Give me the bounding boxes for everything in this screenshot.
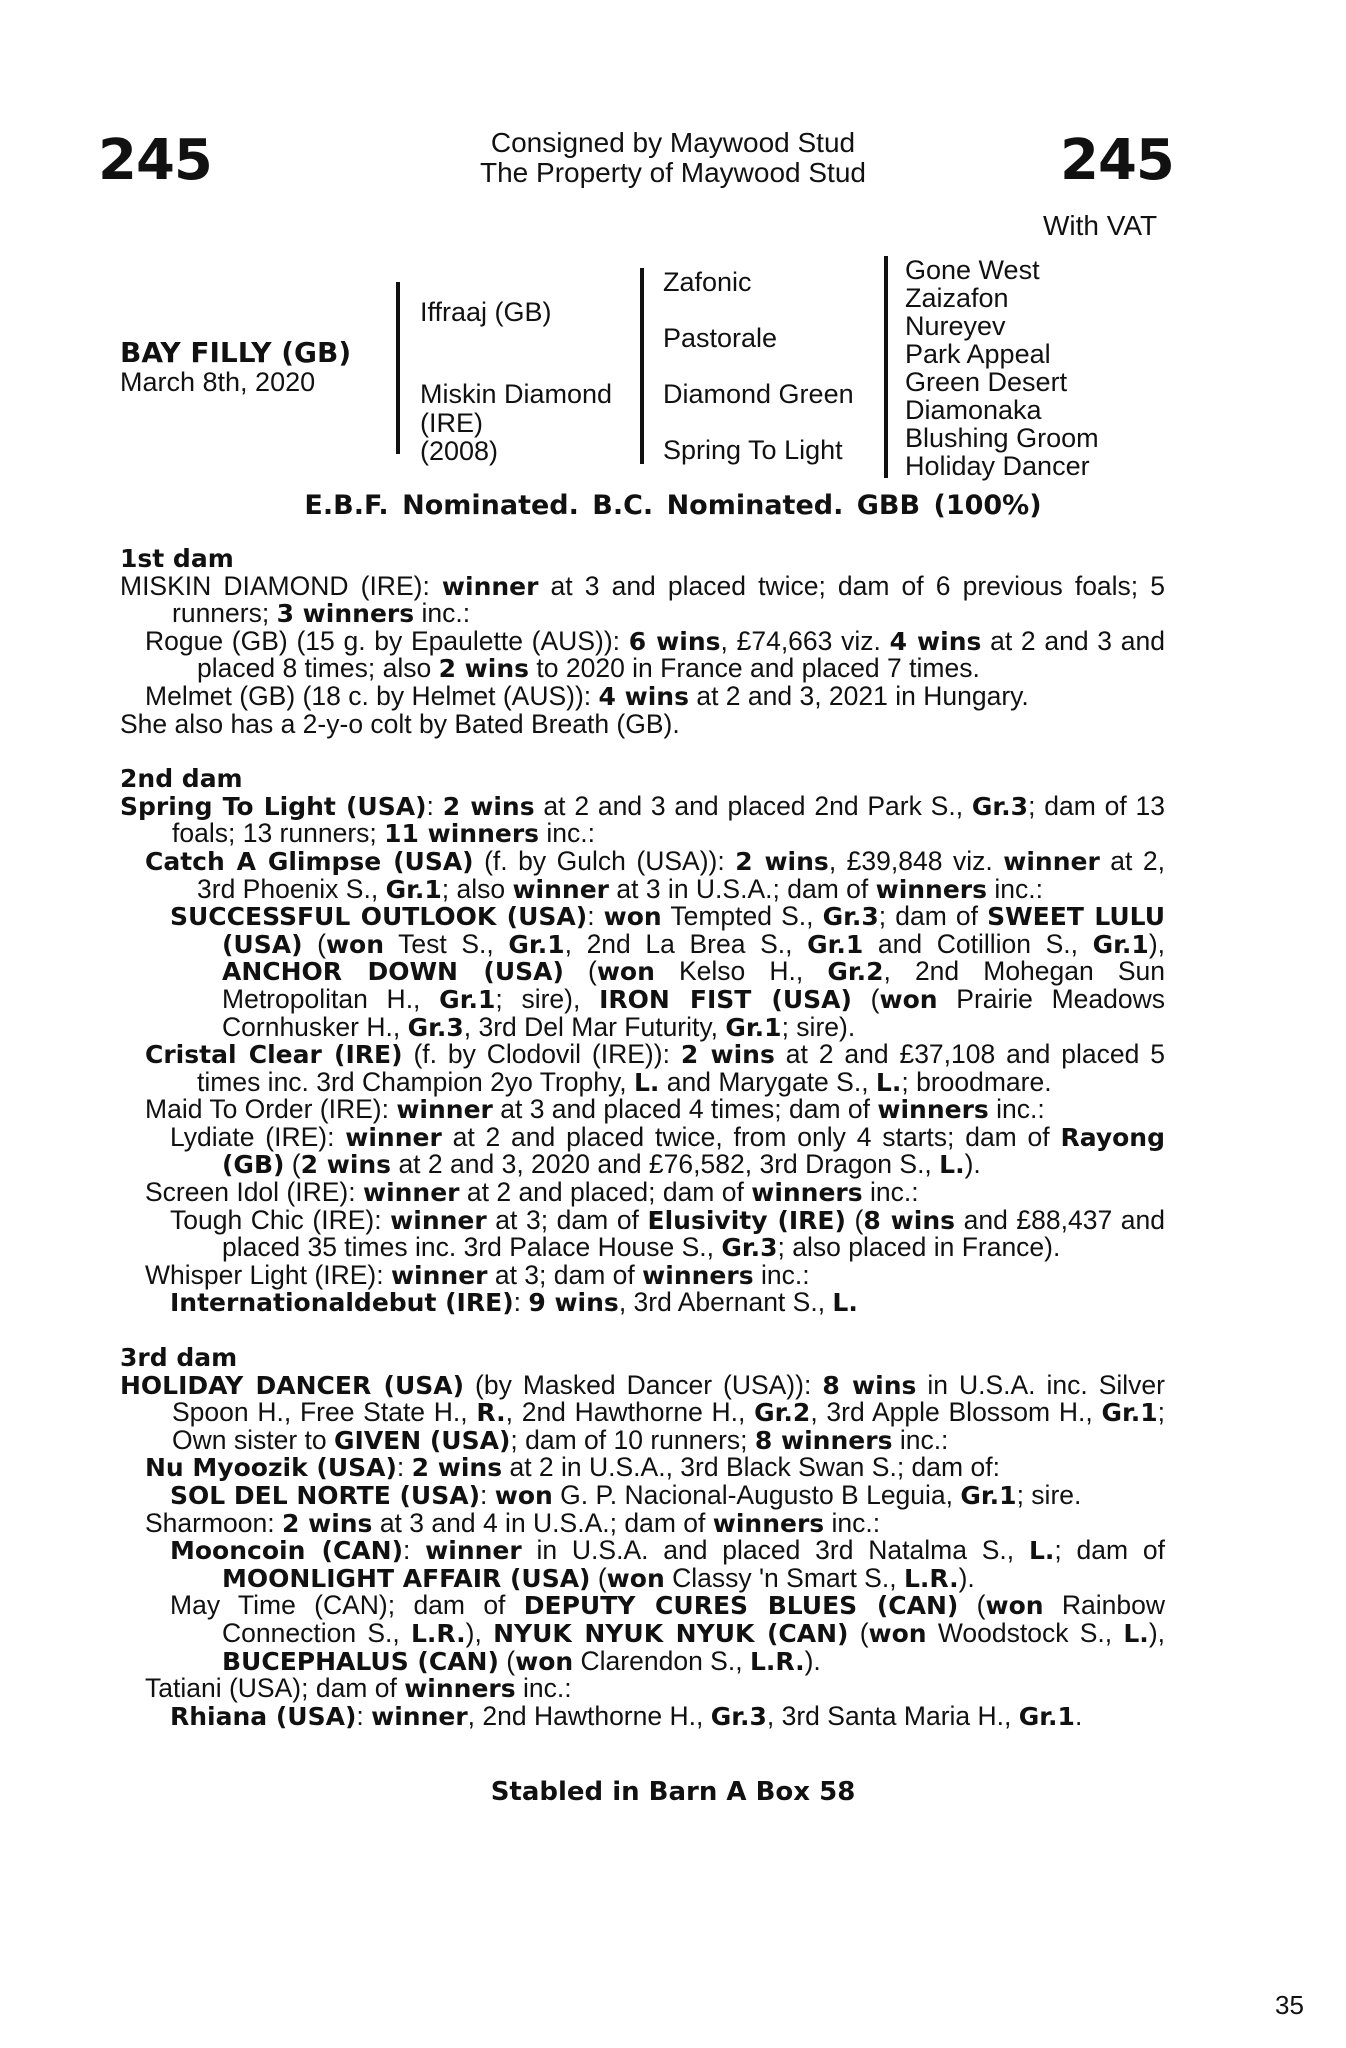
pedigree-bar-g3 [884, 256, 888, 478]
pedigree-g3-6: Diamonaka [905, 395, 1042, 425]
pedigree-g3-3: Nureyev [905, 311, 1006, 341]
pedigree-dam-line2: (IRE) [420, 408, 483, 438]
progeny-entry: Maid To Order (IRE): winner at 3 and placed 4 times; dam of winners inc.: [145, 1094, 1045, 1125]
dam-entry: HOLIDAY DANCER (USA) (by Masked Dancer (USA)): 8 wins in U.S.A. inc. Silver Spoon H., Free State H., R., 2nd Hawthorne H., Gr.2, 3rd Apple Blossom H., Gr.1; Own sister to GIVEN (USA); dam of 10 runners; 8 winners inc.: [120, 1369, 1166, 1455]
progeny-entry: Sharmoon: 2 wins at 3 and 4 in U.S.A.; dam of winners inc.: [145, 1507, 881, 1538]
dam-entry: MISKIN DIAMOND (IRE): winner at 3 and placed twice; dam of 6 previous foals; 5 runners; 3 winners inc.: [120, 570, 1166, 629]
pedigree-bar-g2 [640, 268, 644, 464]
consignor: Consigned by Maywood Stud [490, 127, 856, 158]
vat-note: With VAT [1043, 210, 1158, 241]
pedigree-g3-8: Holiday Dancer [905, 451, 1090, 481]
section-heading-1st-dam: 1st dam [120, 544, 234, 573]
lot-number-right: 245 [1060, 128, 1174, 193]
progeny-entry: SUCCESSFUL OUTLOOK (USA): won Tempted S., Gr.3; dam of SWEET LULU (USA) (won Test S., Gr.1, 2nd La Brea S., Gr.1 and Cotillion S., Gr.1), ANCHOR DOWN (USA) (won Kelso H., Gr.2, 2nd Mohegan Sun Metropolitan H., Gr.1; sire), IRON FIST (USA) (won Prairie Meadows Cornhusker H., Gr.3, 3rd Del Mar Futurity, Gr.1; sire). [170, 901, 1166, 1042]
pedigree-g2-1: Zafonic [663, 267, 752, 297]
page-number: 35 [1275, 1990, 1304, 2020]
pedigree-g3-4: Park Appeal [905, 339, 1051, 369]
pedigree-g3-5: Green Desert [905, 367, 1068, 397]
progeny-entry: Mooncoin (CAN): winner in U.S.A. and placed 3rd Natalma S., L.; dam of MOONLIGHT AFFAIR (USA) (won Classy 'n Smart S., L.R.). [170, 1535, 1165, 1593]
catalogue-body [120, 545, 1165, 1730]
section-heading-3rd-dam: 3rd dam [120, 1343, 238, 1373]
pedigree-bar-sire-dam [396, 282, 400, 454]
pedigree-sire: Iffraaj (GB) [420, 297, 552, 327]
dam-entry: Spring To Light (USA): 2 wins at 2 and 3 and placed 2nd Park S., Gr.3; dam of 13 foals; 13 runners; 11 winners inc.: [120, 790, 1165, 849]
progeny-entry: Rhiana (USA): winner, 2nd Hawthorne H., Gr.3, 3rd Santa Maria H., Gr.1. [170, 1700, 1083, 1731]
stabling-note: Stabled in Barn A Box 58 [490, 1777, 856, 1807]
progeny-entry: Tough Chic (IRE): winner at 3; dam of Elusivity (IRE) (8 wins and £88,437 and placed 35 times inc. 3rd Palace House S., Gr.3; also placed in France). [170, 1204, 1166, 1263]
progeny-entry: Whisper Light (IRE): winner at 3; dam of winners inc.: [145, 1259, 810, 1290]
pedigree-g3-2: Zaizafon [905, 283, 1009, 313]
progeny-entry: Internationaldebut (IRE): 9 wins, 3rd Abernant S., L. [170, 1287, 858, 1318]
horse-name: BAY FILLY (GB) [120, 336, 352, 369]
pedigree-g2-2: Pastorale [663, 323, 778, 353]
progeny-entry: Catch A Glimpse (USA) (f. by Gulch (USA)): 2 wins, £39,848 viz. winner at 2, 3rd Phoenix S., Gr.1; also winner at 3 in U.S.A.; dam of winners inc.: [145, 845, 1165, 904]
section-heading-2nd-dam: 2nd dam [120, 764, 243, 794]
progeny-entry: Screen Idol (IRE): winner at 2 and placed; dam of winners inc.: [145, 1177, 919, 1208]
nominations: E.B.F. Nominated. B.C. Nominated. GBB (100%) [304, 490, 1042, 521]
progeny-entry: Rogue (GB) (15 g. by Epaulette (AUS)): 6 wins, £74,663 viz. 4 wins at 2 and 3 and placed 8 times; also 2 wins to 2020 in France and placed 7 times. [145, 625, 1165, 684]
pedigree-g2-4: Spring To Light [663, 435, 843, 465]
pedigree-g3-1: Gone West [905, 255, 1040, 285]
pedigree-g3-7: Blushing Groom [905, 423, 1099, 453]
progeny-entry: SOL DEL NORTE (USA): won G. P. Nacional-Augusto B Leguia, Gr.1; sire. [170, 1480, 1082, 1510]
progeny-entry: She also has a 2-y-o colt by Bated Breath (GB). [120, 708, 680, 739]
pedigree-g2-3: Diamond Green [663, 379, 854, 409]
horse-dob: March 8th, 2020 [120, 367, 316, 397]
progeny-entry: Melmet (GB) (18 c. by Helmet (AUS)): 4 wins at 2 and 3, 2021 in Hungary. [145, 680, 1029, 711]
progeny-entry: Lydiate (IRE): winner at 2 and placed twice, from only 4 starts; dam of Rayong (GB) (2 wins at 2 and 3, 2020 and £76,582, 3rd Dragon S., L.). [170, 1121, 1165, 1180]
pedigree-dam-line3: (2008) [420, 436, 499, 466]
property: The Property of Maywood Stud [480, 157, 866, 188]
lot-number-left: 245 [98, 128, 212, 193]
progeny-entry: Cristal Clear (IRE) (f. by Clodovil (IRE)): 2 wins at 2 and £37,108 and placed 5 times inc. 3rd Champion 2yo Trophy, L. and Marygate S., L.; broodmare. [145, 1039, 1165, 1097]
pedigree-dam-line1: Miskin Diamond [420, 379, 613, 409]
progeny-entry: Tatiani (USA); dam of winners inc.: [145, 1673, 572, 1704]
progeny-entry: May Time (CAN); dam of DEPUTY CURES BLUES (CAN) (won Rainbow Connection S., L.R.), NYUK NYUK NYUK (CAN) (won Woodstock S., L.), BUCEPHALUS (CAN) (won Clarendon S., L.R.). [170, 1590, 1166, 1676]
progeny-entry: Nu Myoozik (USA): 2 wins at 2 in U.S.A., 3rd Black Swan S.; dam of: [145, 1452, 1000, 1483]
